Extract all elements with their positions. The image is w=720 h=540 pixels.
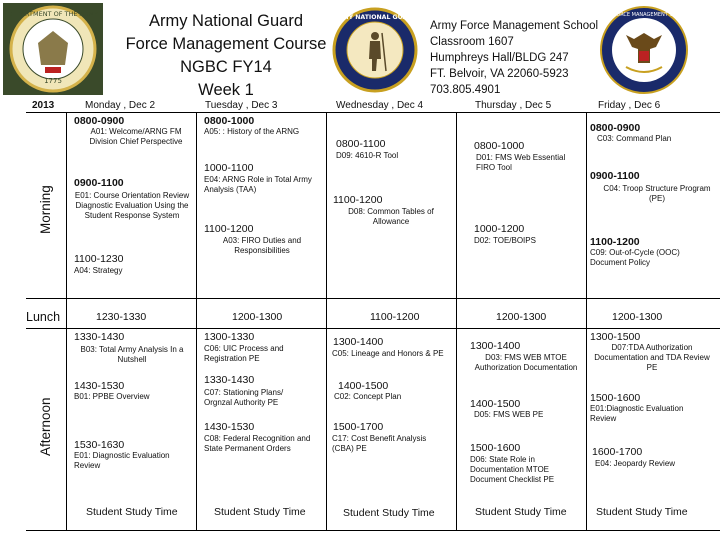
monday-pm-1-desc: B03: Total Army Analysis In a Nutshell: [80, 345, 184, 364]
school-line-4: FT. Belvoir, VA 22060-5923: [430, 68, 569, 80]
tuesday-pm-3-time: 1430-1530: [204, 421, 255, 433]
tuesday-session-3-desc: A03: FIRO Duties and Responsibilities: [222, 236, 302, 255]
grid-col-divider: [66, 112, 67, 530]
thursday-study-time: Student Study Time: [475, 506, 567, 518]
wednesday-study-time: Student Study Time: [343, 507, 435, 519]
friday-pm-2-desc: E01:Diagnostic Evaluation Review: [590, 404, 684, 423]
section-morning: Morning: [38, 185, 53, 234]
year-label: 2013: [32, 100, 55, 111]
wednesday-pm-1-desc: C05: Lineage and Honors & PE: [332, 349, 444, 358]
friday-study-time: Student Study Time: [596, 506, 688, 518]
thursday-session-2-desc: D02: TOE/BOIPS: [474, 236, 536, 245]
title-line-2: Force Management Course: [125, 35, 327, 53]
friday-session-3-desc: C09: Out-of-Cycle (OOC) Document Policy: [590, 248, 680, 267]
school-line-2: Classroom 1607: [430, 36, 514, 48]
monday-session-2-time: 0900-1100: [74, 177, 124, 189]
monday-study-time: Student Study Time: [86, 506, 178, 518]
thursday-pm-1-desc: D03: FMS WEB MTOE Authorization Documentation: [474, 353, 578, 372]
friday-lunch-time: 1200-1300: [612, 311, 663, 323]
friday-pm-1-time: 1300-1500: [590, 331, 641, 343]
tuesday-pm-2-time: 1330-1430: [204, 374, 255, 386]
thursday-pm-3-desc: D06: State Role in Documentation MTOE Document Checklist PE: [470, 455, 555, 484]
army-national-guard-logo-icon: [332, 7, 418, 93]
day-header-friday: Friday , Dec 6: [598, 100, 661, 111]
wednesday-pm-2-time: 1400-1500: [338, 380, 389, 392]
tuesday-lunch-time: 1200-1300: [232, 311, 283, 323]
day-header-wednesday: Wednesday , Dec 4: [336, 100, 424, 111]
tuesday-session-2-time: 1000-1100: [204, 162, 254, 174]
school-line-1: Army Force Management School: [430, 20, 599, 32]
friday-session-1-desc: C03: Command Plan: [597, 134, 672, 143]
monday-session-1-time: 0800-0900: [74, 115, 125, 127]
grid-line-lunch-top: [26, 298, 720, 299]
wednesday-session-1-desc: D09: 4610-R Tool: [336, 151, 399, 160]
wednesday-session-1-time: 0800-1100: [336, 138, 386, 150]
wednesday-pm-1-time: 1300-1400: [333, 336, 384, 348]
friday-pm-2-time: 1500-1600: [590, 392, 641, 404]
tuesday-pm-2-desc: C07: Stationing Plans/ Orgnzal Authority PE: [204, 388, 284, 407]
left-seal-caption: DEPARTMENT OF THE ARMY: [7, 10, 99, 18]
tuesday-study-time: Student Study Time: [214, 506, 306, 518]
monday-lunch-time: 1230-1330: [96, 311, 147, 323]
day-header-thursday: Thursday , Dec 5: [475, 100, 552, 111]
monday-session-3-desc: A04: Strategy: [74, 266, 123, 275]
title-line-3: NGBC FY14: [180, 58, 272, 76]
friday-session-2-desc: C04: Troop Structure Program (PE): [603, 184, 711, 203]
friday-session-3-time: 1100-1200: [590, 236, 640, 248]
tuesday-session-1-time: 0800-1000: [204, 115, 255, 127]
grid-col-divider: [456, 112, 457, 530]
force-management-school-seal-icon: [596, 5, 692, 95]
wednesday-session-2-time: 1100-1200: [333, 194, 383, 206]
thursday-session-1-desc: D01: FMS Web Essential FIRO Tool: [476, 153, 566, 172]
wednesday-pm-3-time: 1500-1700: [333, 421, 384, 433]
grid-col-divider: [326, 112, 327, 530]
wednesday-pm-3-desc: C17: Cost Benefit Analysis (CBA) PE: [332, 434, 427, 453]
center-logo-caption: ARMY NATIONAL GUARD: [332, 14, 418, 21]
monday-session-3-time: 1100-1230: [74, 253, 124, 265]
wednesday-pm-2-desc: C02: Concept Plan: [334, 392, 402, 401]
title-line-4: Week 1: [198, 81, 254, 99]
tuesday-pm-1-desc: C06: UIC Process and Registration PE: [204, 344, 284, 363]
school-address: [430, 18, 610, 98]
wednesday-session-2-desc: D08: Common Tables of Allowance: [348, 207, 434, 226]
title-line-1: Army National Guard: [148, 12, 304, 30]
thursday-pm-2-time: 1400-1500: [470, 398, 521, 410]
grid-col-divider: [196, 112, 197, 530]
monday-pm-2-desc: B01: PPBE Overview: [74, 392, 150, 401]
thursday-pm-1-time: 1300-1400: [470, 340, 521, 352]
friday-pm-1-desc: D07:TDA Authorization Documentation and TDA Review PE: [594, 343, 710, 372]
monday-session-1-desc: A01: Welcome/ARNG FM Division Chief Perspective: [89, 127, 183, 146]
thursday-pm-3-time: 1500-1600: [470, 442, 521, 454]
monday-pm-3-desc: E01: Diagnostic Evaluation Review: [74, 451, 170, 470]
course-title: [110, 10, 342, 102]
left-seal-year: 1775: [44, 77, 62, 85]
school-line-5: 703.805.4901: [430, 84, 501, 96]
tuesday-pm-1-time: 1300-1330: [204, 331, 255, 343]
monday-pm-2-time: 1430-1530: [74, 380, 125, 392]
grid-line-header: [26, 112, 720, 113]
friday-session-2-time: 0900-1100: [590, 170, 640, 182]
day-header-tuesday: Tuesday , Dec 3: [205, 100, 278, 111]
thursday-lunch-time: 1200-1300: [496, 311, 547, 323]
monday-pm-3-time: 1530-1630: [74, 439, 125, 451]
tuesday-pm-3-desc: C08: Federal Recognition and State Permanent Orders: [204, 434, 311, 453]
thursday-session-2-time: 1000-1200: [474, 223, 525, 235]
tuesday-session-3-time: 1100-1200: [204, 223, 254, 235]
wednesday-lunch-time: 1100-1200: [370, 311, 420, 323]
tuesday-session-1-desc: A05: : History of the ARNG: [204, 127, 300, 136]
monday-pm-1-time: 1330-1430: [74, 331, 125, 343]
thursday-session-1-time: 0800-1000: [474, 140, 525, 152]
friday-pm-3-desc: E04: Jeopardy Review: [595, 459, 676, 468]
friday-pm-3-time: 1600-1700: [592, 446, 643, 458]
grid-line-bottom: [26, 530, 720, 531]
right-seal-caption: ARMY FORCE MANAGEMENT SCHOOL: [597, 12, 691, 18]
school-line-3: Humphreys Hall/BLDG 247: [430, 52, 569, 64]
day-header-monday: Monday , Dec 2: [85, 100, 156, 111]
section-lunch: Lunch: [26, 310, 61, 324]
monday-session-2-desc: E01: Course Orientation Review Diagnostic Evaluation Using the Student Response System: [74, 191, 190, 220]
grid-line-lunch-bottom: [26, 328, 720, 329]
department-of-army-seal-icon: [3, 3, 103, 95]
tuesday-session-2-desc: E04: ARNG Role in Total Army Analysis (TAA): [204, 175, 312, 194]
section-afternoon: Afternoon: [38, 397, 53, 456]
grid-col-divider: [586, 112, 587, 530]
friday-session-1-time: 0800-0900: [590, 122, 641, 134]
thursday-pm-2-desc: D05: FMS WEB PE: [474, 410, 544, 419]
